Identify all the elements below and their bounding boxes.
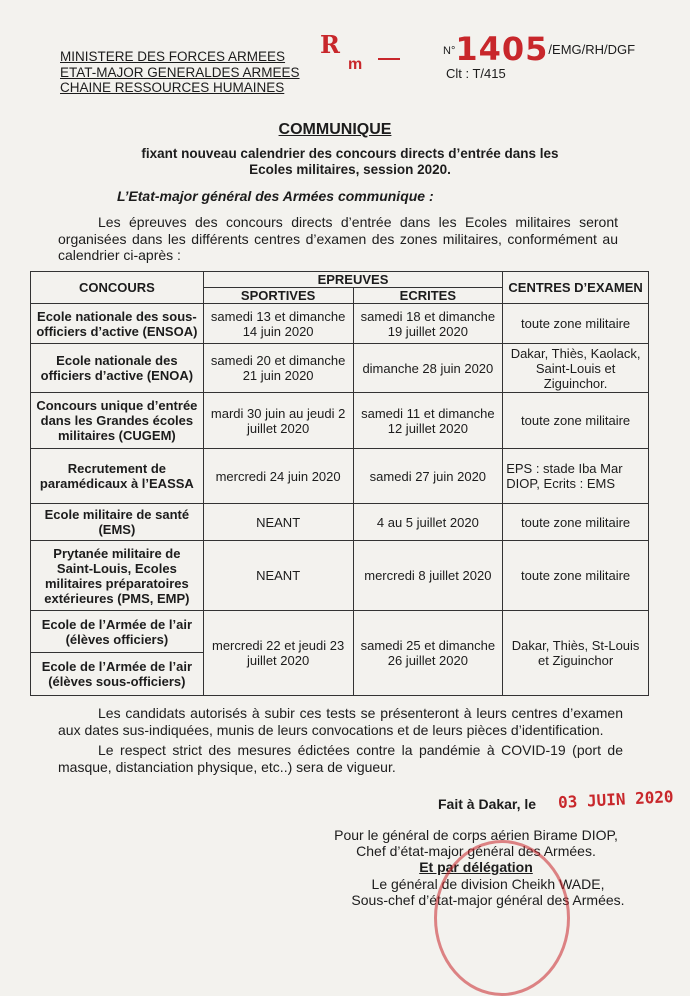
intro-paragraph: Les épreuves des concours directs d’entrée dans les Ecoles militaires seront organisées dans les différents centres d’examen des zones militaires, conformément au calendrier ci-après :: [58, 214, 618, 263]
cell-sportives: mardi 30 juin au jeudi 2 juillet 2020: [203, 393, 353, 449]
document-title: COMMUNIQUE: [278, 121, 392, 138]
table-row: [31, 611, 649, 653]
cell-centres: toute zone militaire: [503, 504, 649, 541]
cell-ecrites: dimanche 28 juin 2020: [353, 344, 503, 393]
cell-concours: Ecole nationale des sous-officiers d’active (ENSOA): [31, 304, 204, 344]
cell-sportives: NEANT: [203, 541, 353, 611]
cell-concours: Ecole de l’Armée de l’air (élèves sous-officiers): [31, 653, 204, 696]
cell-centres: toute zone militaire: [503, 393, 649, 449]
intro-heading: L’Etat-major général des Armées communique :: [117, 188, 434, 204]
cell-sportives: samedi 20 et dimanche 21 juin 2020: [203, 344, 353, 393]
cell-sportives: samedi 13 et dimanche 14 juin 2020: [203, 304, 353, 344]
handwritten-initials: m: [348, 56, 363, 73]
cell-concours: Recrutement de paramédicaux à l’EASSA: [31, 449, 204, 504]
cell-ecrites: 4 au 5 juillet 2020: [353, 504, 503, 541]
org-line-staff: ETAT-MAJOR GENERALDES ARMEES: [60, 64, 300, 80]
cell-concours: Concours unique d’entrée dans les Grandes écoles militaires (CUGEM): [31, 393, 204, 449]
closing-paragraph-covid: Le respect strict des mesures édictées contre la pandémie à COVID-19 (port de masque, distanciation physique, etc..) sera de vigueur.: [58, 742, 623, 775]
signature-line-3: Le général de division Cheikh WADE,: [371, 876, 605, 892]
cell-ecrites: samedi 27 juin 2020: [353, 449, 503, 504]
signature-line-1: Pour le général de corps aérien Birame DIOP,: [334, 827, 618, 843]
cell-centres: toute zone militaire: [503, 541, 649, 611]
handwritten-mark: R: [320, 30, 340, 59]
cell-ecrites: mercredi 8 juillet 2020: [353, 541, 503, 611]
place-label: Fait à Dakar, le: [438, 796, 537, 812]
table-row: [31, 449, 649, 504]
table-row: [31, 504, 649, 541]
cell-concours: Prytanée militaire de Saint-Louis, Ecoles militaires préparatoires extérieures (PMS, EMP): [31, 541, 204, 611]
cell-centres: Dakar, Thiès, St-Louis et Ziguinchor: [503, 611, 649, 696]
signature-line-2: Chef d’état-major général des Armées.: [356, 843, 596, 859]
table-row: [31, 541, 649, 611]
official-seal-stamp: [434, 840, 570, 996]
header-org-block: [60, 49, 300, 96]
table-row: [31, 344, 649, 393]
cell-ecrites: samedi 11 et dimanche 12 juillet 2020: [353, 393, 503, 449]
date-stamp: 03 JUIN 2020: [557, 786, 675, 813]
ref-prefix: N°: [443, 45, 456, 57]
table-row: [31, 393, 649, 449]
cell-ecrites: samedi 25 et dimanche 26 juillet 2020: [353, 611, 503, 696]
exam-schedule-table: [30, 271, 649, 696]
cell-concours: Ecole nationale des officiers d’active (ENOA): [31, 344, 204, 393]
header-ecrites: ECRITES: [353, 288, 503, 304]
reference-number: [443, 30, 635, 68]
table-row: [31, 304, 649, 344]
cell-ecrites: samedi 18 et dimanche 19 juillet 2020: [353, 304, 503, 344]
closing-paragraph-candidates: Les candidats autorisés à subir ces tests se présenteront à leurs centres d’examen aux dates sus-indiquées, munis de leurs convocations et de leurs pièces d’identification.: [58, 705, 623, 738]
ref-number: 1405: [455, 30, 549, 68]
signature-line-4: Sous-chef d’état-major général des Armées.: [351, 892, 625, 908]
classification-code: Clt : T/415: [446, 66, 506, 81]
cell-sportives: mercredi 24 juin 2020: [203, 449, 353, 504]
header-centres: CENTRES D’EXAMEN: [503, 272, 649, 304]
cell-concours: Ecole de l’Armée de l’air (élèves officiers): [31, 611, 204, 653]
header-epreuves: EPREUVES: [203, 272, 502, 288]
cell-centres: EPS : stade Iba Mar DIOP, Ecrits : EMS: [503, 449, 649, 504]
handwritten-dash: [378, 58, 400, 60]
cell-concours: Ecole militaire de santé (EMS): [31, 504, 204, 541]
cell-sportives: NEANT: [203, 504, 353, 541]
document-subtitle: fixant nouveau calendrier des concours directs d’entrée dans les Ecoles militaires, session 2020.: [141, 146, 559, 177]
org-line-ministry: MINISTERE DES FORCES ARMEES: [60, 49, 286, 64]
org-line-hr: CHAINE RESSOURCES HUMAINES: [60, 80, 285, 95]
cell-centres: toute zone militaire: [503, 304, 649, 344]
cell-sportives: mercredi 22 et jeudi 23 juillet 2020: [203, 611, 353, 696]
cell-centres: Dakar, Thiès, Kaolack, Saint-Louis et Ziguinchor.: [503, 344, 649, 393]
header-concours: CONCOURS: [31, 272, 204, 304]
ref-suffix: /EMG/RH/DGF: [548, 42, 636, 57]
header-sportives: SPORTIVES: [203, 288, 353, 304]
delegation-label: Et par délégation: [419, 859, 533, 875]
